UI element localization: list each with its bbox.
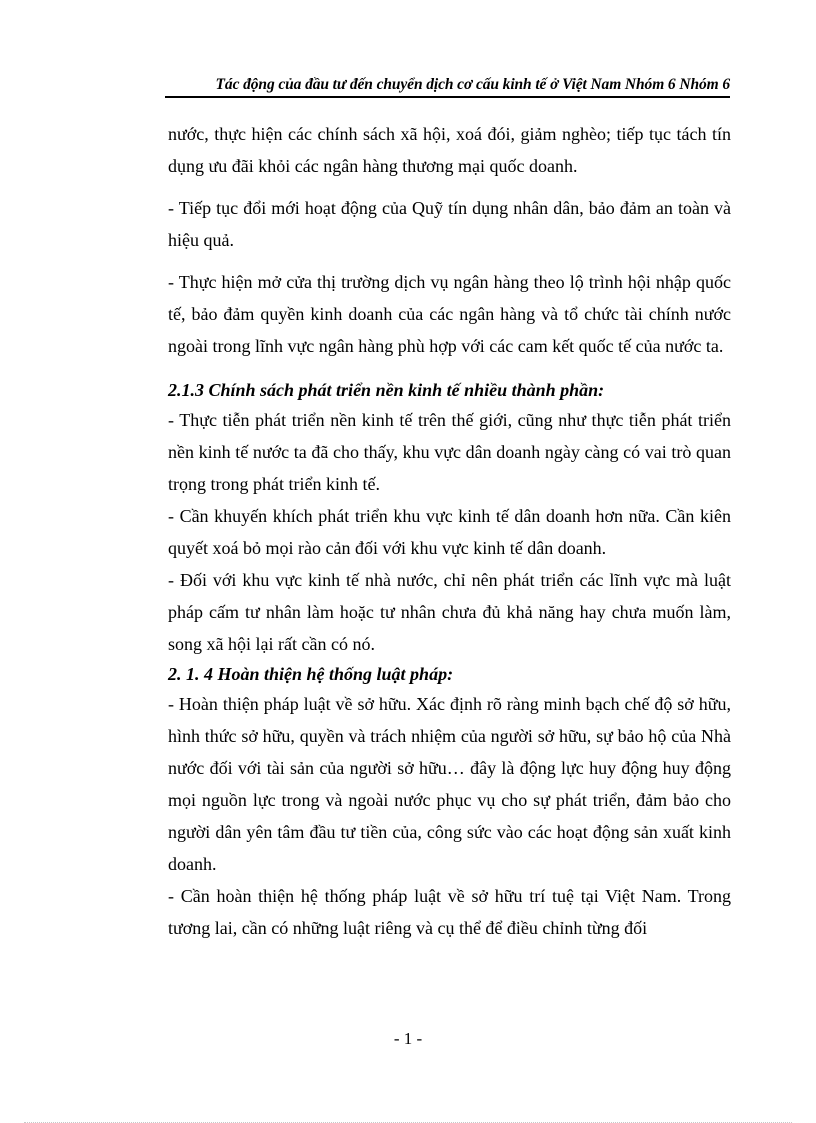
paragraph-1: nước, thực hiện các chính sách xã hội, xoá đói, giảm nghèo; tiếp tục tách tín dụng ưu đãi khỏi các ngân hàng thương mại quốc doanh. xyxy=(168,124,731,176)
paragraph-2: - Tiếp tục đổi mới hoạt động của Quỹ tín dụng nhân dân, bảo đảm an toàn và hiệu quả. xyxy=(168,198,731,250)
paragraph-4: - Thực tiễn phát triển nền kinh tế trên thế giới, cũng như thực tiễn phát triển nền kinh tế nước ta đã cho thấy, khu vực dân doanh ngày càng có vai trò quan trọng trong phát triển kinh tế. xyxy=(168,410,731,494)
section-heading-2-1-3: 2.1.3 Chính sách phát triển nền kinh tế nhiều thành phần: xyxy=(168,380,605,400)
paragraph-8: - Cần hoàn thiện hệ thống pháp luật về sở hữu trí tuệ tại Việt Nam. Trong tương lai, cần có những luật riêng và cụ thể để điều chỉnh từng đối xyxy=(168,886,731,938)
paragraph-6: - Đối với khu vực kinh tế nhà nước, chỉ nên phát triển các lĩnh vực mà luật pháp cấm tư nhân làm hoặc tư nhân chưa đủ khả năng hay chưa muốn làm, song xã hội lại rất cần có nó. xyxy=(168,570,731,654)
paragraph-7: - Hoàn thiện pháp luật về sở hữu. Xác định rõ ràng minh bạch chế độ sở hữu, hình thức sở hữu, quyền và trách nhiệm của người sở hữu, sự bảo hộ của Nhà nước đối với tài sản của người sở hữu… đây là động lực huy động huy động mọi nguồn lực trong và ngoài nước phục vụ cho sự phát triển, đảm bảo cho người dân yên tâm đầu tư tiền của, công sức vào các hoạt động sản xuất kinh doanh. xyxy=(168,694,731,874)
section-heading-2-1-4: 2. 1. 4 Hoàn thiện hệ thống luật pháp: xyxy=(168,664,454,684)
page-number: - 1 - xyxy=(393,1029,423,1048)
paragraph-5: - Cần khuyến khích phát triển khu vực kinh tế dân doanh hơn nữa. Cần kiên quyết xoá bỏ mọi rào cản đối với khu vực kinh tế dân doanh. xyxy=(168,506,731,558)
running-header xyxy=(165,74,730,98)
header-title: Tác động của đầu tư đến chuyển dịch cơ cấu kinh tế ở Việt Nam Nhóm 6 Nhóm 6 xyxy=(215,76,730,93)
page-body xyxy=(168,118,731,944)
paragraph-3: - Thực hiện mở cửa thị trường dịch vụ ngân hàng theo lộ trình hội nhập quốc tế, bảo đảm quyền kinh doanh của các ngân hàng và tổ chức tài chính nước ngoài trong lĩnh vực ngân hàng phù hợp với các cam kết quốc tế của nước ta. xyxy=(168,272,731,356)
